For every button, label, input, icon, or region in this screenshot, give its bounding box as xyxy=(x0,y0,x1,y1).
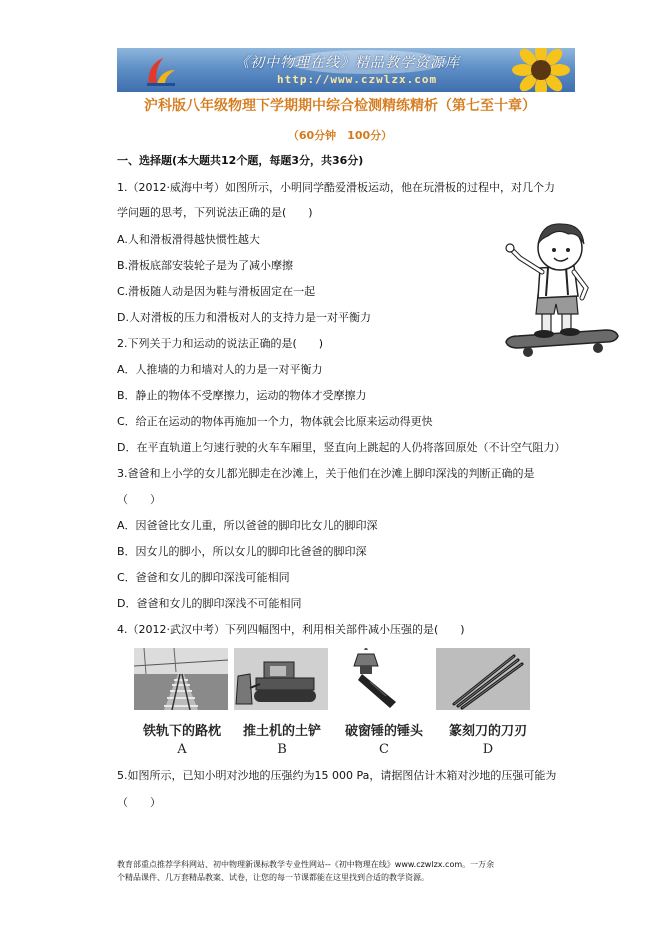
question-3-option-b: B．因女儿的脚小，所以女儿的脚印比爸爸的脚印深 xyxy=(117,545,367,558)
page-footer xyxy=(117,858,557,884)
question-1-option-c: C.滑板随人动是因为鞋与滑板固定在一起 xyxy=(117,285,316,298)
section-heading: 一、选择题(本大题共12个题，每题3分，共36分) xyxy=(117,154,364,167)
header-banner xyxy=(117,48,575,92)
question-5-stem-line-1: 5.如图所示，已知小明对沙地的压强约为15 000 Pa，请据图估计木箱对沙地的压强可能为 xyxy=(117,769,557,782)
question-2-option-b: B．静止的物体不受摩擦力，运动的物体才受摩擦力 xyxy=(117,389,367,402)
question-2-stem: 2.下列关于力和运动的说法正确的是( ) xyxy=(117,337,324,350)
sunflower-icon xyxy=(511,48,571,92)
question-1-option-a: A.人和滑板滑得越快惯性越大 xyxy=(117,233,260,246)
question-1-stem-line-1: 1.（2012·威海中考）如图所示，小明同学酷爱滑板运动，他在玩滑板的过程中，对几个力 xyxy=(117,181,555,194)
question-4-stem: 4.（2012·武汉中考）下列四幅图中，利用相关部件减小压强的是( ) xyxy=(117,623,465,636)
question-2-option-a: A．人推墙的力和墙对人的力是一对平衡力 xyxy=(117,363,323,376)
question-2-option-c: C．给正在运动的物体再施加一个力，物体就会比原来运动得更快 xyxy=(117,415,433,428)
photo-b-caption: 推土机的土铲 xyxy=(242,724,321,739)
photo-d-letter: D xyxy=(482,742,494,757)
safety-hammer-photo xyxy=(334,648,428,710)
question-3-option-d: D．爸爸和女儿的脚印深浅不可能相同 xyxy=(117,597,302,610)
question-3-option-a: A．因爸爸比女儿重，所以爸爸的脚印比女儿的脚印深 xyxy=(117,519,378,532)
question-1-option-d: D.人对滑板的压力和滑板对人的支持力是一对平衡力 xyxy=(117,311,371,324)
page-title: 沪科版八年级物理下学期期中综合检测精练精析（第七至十章） xyxy=(144,98,536,114)
photo-a-letter: A xyxy=(177,742,187,757)
photo-a-caption: 铁轨下的路枕 xyxy=(142,724,221,739)
banner-slogan: 《初中物理在线》精品教学资源库 xyxy=(235,55,460,71)
site-logo-icon xyxy=(143,54,179,88)
question-1-option-b: B.滑板底部安装轮子是为了减小摩擦 xyxy=(117,259,294,272)
question-4-photos xyxy=(134,648,530,710)
question-1-stem-line-2: 学问题的思考，下列说法正确的是( ) xyxy=(117,206,313,219)
page-subtitle: （60分钟 100分） xyxy=(287,129,393,142)
question-3-option-c: C．爸爸和女儿的脚印深浅可能相同 xyxy=(117,571,290,584)
question-3-stem-line-2: （ ） xyxy=(117,493,161,506)
photo-c-letter: C xyxy=(379,742,389,757)
question-3-stem-line-1: 3.爸爸和上小学的女儿都光脚走在沙滩上，关于他们在沙滩上脚印深浅的判断正确的是 xyxy=(117,467,535,480)
question-5-stem-line-2: （ ） xyxy=(117,796,161,809)
footer-line-1: 教育部重点推荐学科网站、初中物理新课标教学专业性网站--《初中物理在线》www.czwlzx.com。一万余 xyxy=(117,860,495,869)
footer-line-2: 个精品课件、几万套精品教案、试卷，让您的每一节课都能在这里找到合适的教学资源。 xyxy=(117,873,429,882)
carving-knives-photo xyxy=(436,648,530,710)
photo-b-letter: B xyxy=(277,742,287,757)
skateboard-boy-illustration xyxy=(498,218,622,360)
question-2-option-d: D．在平直轨道上匀速行驶的火车车厢里，竖直向上跳起的人仍将落回原处（不计空气阻力） xyxy=(117,441,566,454)
bulldozer-photo xyxy=(234,648,328,710)
photo-d-caption: 篆刻刀的刀刃 xyxy=(448,724,527,739)
photo-c-caption: 破窗锤的锤头 xyxy=(344,724,423,739)
railway-sleepers-photo xyxy=(134,648,228,710)
banner-url[interactable]: http://www.czwlzx.com xyxy=(277,73,438,86)
